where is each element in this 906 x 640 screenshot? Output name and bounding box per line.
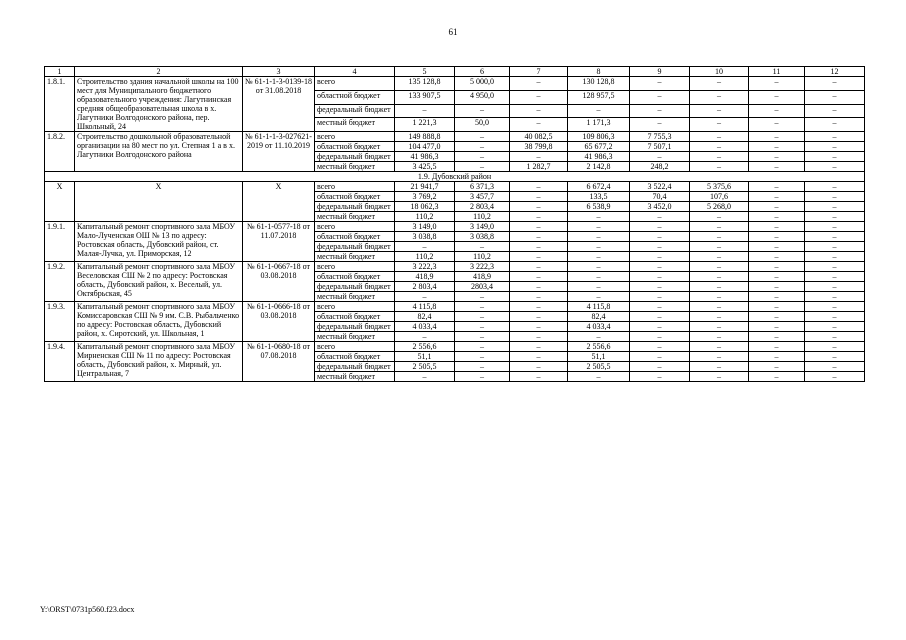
amount-cell: –: [749, 152, 805, 162]
amount-cell: 18 062,3: [395, 202, 455, 212]
funding-source: областной бюджет: [315, 352, 395, 362]
funding-source: федеральный бюджет: [315, 362, 395, 372]
amount-cell: –: [568, 272, 630, 282]
amount-cell: –: [805, 222, 865, 232]
amount-cell: –: [805, 322, 865, 332]
amount-cell: –: [690, 342, 749, 352]
amount-cell: 2803,4: [455, 282, 510, 292]
amount-cell: 41 986,3: [395, 152, 455, 162]
funding-source: федеральный бюджет: [315, 282, 395, 292]
column-header: 11: [749, 67, 805, 77]
amount-cell: –: [690, 362, 749, 372]
amount-cell: –: [749, 192, 805, 202]
amount-cell: –: [749, 132, 805, 142]
expertise-number: № 61-1-0680-18 от 07.08.2018: [243, 342, 315, 382]
amount-cell: –: [510, 292, 568, 302]
item-code: 1.9.1.: [45, 222, 75, 262]
amount-cell: –: [510, 242, 568, 252]
amount-cell: –: [568, 104, 630, 118]
amount-cell: –: [749, 222, 805, 232]
amount-cell: 5 268,0: [690, 202, 749, 212]
amount-cell: –: [805, 272, 865, 282]
amount-cell: –: [690, 222, 749, 232]
item-code: 1.9.2.: [45, 262, 75, 302]
funding-source: областной бюджет: [315, 192, 395, 202]
amount-cell: –: [690, 292, 749, 302]
amount-cell: –: [510, 232, 568, 242]
amount-cell: –: [510, 202, 568, 212]
expertise-number: № 61-1-0666-18 от 03.08.2018: [243, 302, 315, 342]
amount-cell: –: [749, 104, 805, 118]
amount-cell: –: [805, 118, 865, 132]
amount-cell: –: [455, 332, 510, 342]
amount-cell: 1 171,3: [568, 118, 630, 132]
amount-cell: 82,4: [395, 312, 455, 322]
amount-cell: 2 556,6: [568, 342, 630, 352]
amount-cell: 41 986,3: [568, 152, 630, 162]
amount-cell: –: [690, 104, 749, 118]
object-name: Капитальный ремонт спортивного зала МБОУ Комиссаровская СШ № 9 им. С.В. Рыбальченко по адресу: Ростовская область, Дубовский район, х. Сиротский, ул. Школьная, 1: [75, 302, 243, 342]
amount-cell: 3 222,3: [395, 262, 455, 272]
amount-cell: –: [510, 212, 568, 222]
amount-cell: –: [455, 292, 510, 302]
funding-source: федеральный бюджет: [315, 202, 395, 212]
amount-cell: 4 950,0: [455, 90, 510, 104]
amount-cell: –: [749, 352, 805, 362]
amount-cell: 2 803,4: [455, 202, 510, 212]
amount-cell: –: [510, 222, 568, 232]
amount-cell: –: [749, 242, 805, 252]
amount-cell: –: [690, 132, 749, 142]
amount-cell: –: [749, 232, 805, 242]
amount-cell: –: [568, 292, 630, 302]
amount-cell: 3 522,4: [630, 182, 690, 192]
amount-cell: –: [510, 282, 568, 292]
amount-cell: –: [630, 90, 690, 104]
object-name: Строительство дошкольной образовательной организации на 80 мест по ул. Степная 1 а в х. Лагутники Волгодонского района: [75, 132, 243, 172]
amount-cell: 2 556,6: [395, 342, 455, 352]
amount-cell: –: [690, 372, 749, 382]
funding-source: федеральный бюджет: [315, 152, 395, 162]
funding-source: областной бюджет: [315, 272, 395, 282]
amount-cell: –: [510, 77, 568, 91]
amount-cell: –: [630, 77, 690, 91]
amount-cell: 109 806,3: [568, 132, 630, 142]
amount-cell: –: [690, 312, 749, 322]
column-header: 2: [75, 67, 243, 77]
amount-cell: –: [455, 362, 510, 372]
amount-cell: 3 149,0: [395, 222, 455, 232]
amount-cell: –: [510, 152, 568, 162]
amount-cell: –: [630, 312, 690, 322]
amount-cell: –: [630, 302, 690, 312]
amount-cell: 110,2: [455, 212, 510, 222]
amount-cell: –: [749, 342, 805, 352]
amount-cell: –: [510, 192, 568, 202]
funding-source: областной бюджет: [315, 142, 395, 152]
amount-cell: –: [510, 312, 568, 322]
amount-cell: –: [690, 232, 749, 242]
amount-cell: 2 803,4: [395, 282, 455, 292]
amount-cell: 51,1: [395, 352, 455, 362]
amount-cell: –: [749, 332, 805, 342]
amount-cell: –: [749, 202, 805, 212]
item-code: 1.9.3.: [45, 302, 75, 342]
amount-cell: –: [690, 77, 749, 91]
amount-cell: –: [749, 372, 805, 382]
funding-source: федеральный бюджет: [315, 242, 395, 252]
amount-cell: –: [805, 182, 865, 192]
funding-source: областной бюджет: [315, 232, 395, 242]
amount-cell: –: [749, 262, 805, 272]
amount-cell: –: [805, 282, 865, 292]
amount-cell: 135 128,8: [395, 77, 455, 91]
amount-cell: –: [805, 262, 865, 272]
amount-cell: –: [805, 152, 865, 162]
expertise-number: № 61-1-1-3-027621-2019 от 11.10.2019: [243, 132, 315, 172]
section-title: 1.9. Дубовский район: [45, 172, 865, 182]
amount-cell: 3 038,8: [455, 232, 510, 242]
amount-cell: 133 907,5: [395, 90, 455, 104]
amount-cell: 6 672,4: [568, 182, 630, 192]
amount-cell: 3 038,8: [395, 232, 455, 242]
funding-source: местный бюджет: [315, 252, 395, 262]
amount-cell: –: [510, 372, 568, 382]
amount-cell: 128 957,5: [568, 90, 630, 104]
amount-cell: –: [805, 212, 865, 222]
amount-cell: 418,9: [455, 272, 510, 282]
amount-cell: 107,6: [690, 192, 749, 202]
amount-cell: 5 000,0: [455, 77, 510, 91]
amount-cell: 130 128,8: [568, 77, 630, 91]
amount-cell: –: [510, 262, 568, 272]
amount-cell: –: [395, 104, 455, 118]
funding-source: всего: [315, 182, 395, 192]
amount-cell: 4 115,8: [568, 302, 630, 312]
header-row: [45, 67, 865, 77]
amount-cell: 7 755,3: [630, 132, 690, 142]
amount-cell: –: [455, 342, 510, 352]
amount-cell: –: [630, 342, 690, 352]
amount-cell: –: [455, 302, 510, 312]
amount-cell: –: [510, 322, 568, 332]
amount-cell: 3 222,3: [455, 262, 510, 272]
amount-cell: –: [805, 142, 865, 152]
amount-cell: –: [749, 292, 805, 302]
amount-cell: –: [510, 272, 568, 282]
amount-cell: –: [805, 372, 865, 382]
funding-source: всего: [315, 342, 395, 352]
amount-cell: 2 505,5: [568, 362, 630, 372]
amount-cell: –: [690, 272, 749, 282]
item-code: 1.9.4.: [45, 342, 75, 382]
amount-cell: –: [455, 152, 510, 162]
amount-cell: 82,4: [568, 312, 630, 322]
column-header: 3: [243, 67, 315, 77]
amount-cell: –: [630, 152, 690, 162]
expertise-number: № 61-1-1-3-0139-18 от 31.08.2018: [243, 77, 315, 132]
amount-cell: 104 477,0: [395, 142, 455, 152]
object-name: Капитальный ремонт спортивного зала МБОУ Веселовская СШ № 2 по адресу: Ростовская область, Дубовский район, х. Веселый, ул. Октябрьская, 45: [75, 262, 243, 302]
amount-cell: 110,2: [455, 252, 510, 262]
column-header: 5: [395, 67, 455, 77]
amount-cell: –: [749, 90, 805, 104]
amount-cell: –: [568, 332, 630, 342]
amount-cell: 3 425,5: [395, 162, 455, 172]
amount-cell: –: [690, 118, 749, 132]
amount-cell: –: [455, 142, 510, 152]
amount-cell: –: [805, 202, 865, 212]
column-header: 12: [805, 67, 865, 77]
file-path-footer: Y:\ORST\0731p560.f23.docx: [40, 605, 135, 614]
amount-cell: –: [749, 162, 805, 172]
funding-source: местный бюджет: [315, 372, 395, 382]
amount-cell: 248,2: [630, 162, 690, 172]
amount-cell: –: [749, 322, 805, 332]
amount-cell: –: [630, 282, 690, 292]
amount-cell: 40 082,5: [510, 132, 568, 142]
expertise-number: Х: [243, 182, 315, 222]
amount-cell: –: [630, 292, 690, 302]
amount-cell: –: [690, 302, 749, 312]
amount-cell: 418,9: [395, 272, 455, 282]
amount-cell: –: [455, 312, 510, 322]
amount-cell: –: [510, 252, 568, 262]
funding-source: всего: [315, 222, 395, 232]
amount-cell: –: [805, 90, 865, 104]
amount-cell: –: [455, 162, 510, 172]
funding-source: местный бюджет: [315, 292, 395, 302]
amount-cell: –: [510, 302, 568, 312]
table-row: [45, 132, 865, 142]
amount-cell: –: [568, 212, 630, 222]
amount-cell: 110,2: [395, 212, 455, 222]
amount-cell: –: [568, 252, 630, 262]
amount-cell: –: [690, 352, 749, 362]
amount-cell: –: [395, 292, 455, 302]
amount-cell: –: [690, 262, 749, 272]
page-number: 61: [448, 27, 458, 37]
amount-cell: –: [749, 118, 805, 132]
amount-cell: –: [690, 152, 749, 162]
amount-cell: –: [568, 242, 630, 252]
amount-cell: –: [568, 232, 630, 242]
amount-cell: –: [805, 362, 865, 372]
amount-cell: –: [455, 242, 510, 252]
funding-source: местный бюджет: [315, 162, 395, 172]
amount-cell: 1 282,7: [510, 162, 568, 172]
amount-cell: 4 033,4: [395, 322, 455, 332]
funding-source: местный бюджет: [315, 118, 395, 132]
expertise-number: № 61-1-0667-18 от 03.08.2018: [243, 262, 315, 302]
amount-cell: –: [805, 232, 865, 242]
amount-cell: 3 149,0: [455, 222, 510, 232]
amount-cell: –: [395, 372, 455, 382]
amount-cell: –: [510, 118, 568, 132]
column-header: 7: [510, 67, 568, 77]
amount-cell: –: [749, 312, 805, 322]
table-row: [45, 222, 865, 232]
amount-cell: –: [749, 142, 805, 152]
amount-cell: –: [690, 162, 749, 172]
item-code: 1.8.1.: [45, 77, 75, 132]
funding-source: всего: [315, 262, 395, 272]
amount-cell: –: [455, 372, 510, 382]
amount-cell: 3 457,7: [455, 192, 510, 202]
amount-cell: –: [805, 242, 865, 252]
object-name: Строительство здания начальной школы на 100 мест для Муниципального бюджетного образовательного учреждения: Лагутнинская средняя общеобразовательная школа в х. Лагутники Волгодонского района, пер. Школьный, 24: [75, 77, 243, 132]
table-row: [45, 302, 865, 312]
amount-cell: 65 677,2: [568, 142, 630, 152]
amount-cell: –: [395, 332, 455, 342]
amount-cell: 133,5: [568, 192, 630, 202]
amount-cell: 3 769,2: [395, 192, 455, 202]
amount-cell: 110,2: [395, 252, 455, 262]
amount-cell: –: [690, 212, 749, 222]
amount-cell: 51,1: [568, 352, 630, 362]
object-name: Х: [75, 182, 243, 222]
amount-cell: –: [805, 302, 865, 312]
amount-cell: –: [749, 182, 805, 192]
amount-cell: –: [630, 272, 690, 282]
amount-cell: –: [749, 272, 805, 282]
amount-cell: –: [805, 352, 865, 362]
amount-cell: –: [630, 212, 690, 222]
amount-cell: –: [805, 252, 865, 262]
table-row: [45, 77, 865, 91]
funding-source: федеральный бюджет: [315, 104, 395, 118]
amount-cell: –: [630, 352, 690, 362]
amount-cell: –: [630, 222, 690, 232]
amount-cell: –: [805, 332, 865, 342]
amount-cell: –: [455, 104, 510, 118]
amount-cell: –: [455, 352, 510, 362]
amount-cell: 4 115,8: [395, 302, 455, 312]
object-name: Капитальный ремонт спортивного зала МБОУ Мало-Лученская ОШ № 13 по адресу: Ростовская область, Дубовский район, ст. Малая-Лучка, ул. Приморская, 12: [75, 222, 243, 262]
table-body: [45, 67, 865, 382]
amount-cell: –: [805, 192, 865, 202]
amount-cell: –: [805, 292, 865, 302]
amount-cell: 1 221,3: [395, 118, 455, 132]
column-header: 6: [455, 67, 510, 77]
amount-cell: 7 507,1: [630, 142, 690, 152]
column-header: 10: [690, 67, 749, 77]
item-code: Х: [45, 182, 75, 222]
amount-cell: –: [805, 312, 865, 322]
amount-cell: 2 505,5: [395, 362, 455, 372]
column-header: 1: [45, 67, 75, 77]
object-name: Капитальный ремонт спортивного зала МБОУ Мирненская СШ № 11 по адресу: Ростовская область, Дубовский район, х. Мирный, ул. Центральная, 7: [75, 342, 243, 382]
amount-cell: –: [805, 77, 865, 91]
amount-cell: –: [749, 302, 805, 312]
amount-cell: –: [455, 322, 510, 332]
amount-cell: –: [749, 252, 805, 262]
funding-source: местный бюджет: [315, 332, 395, 342]
amount-cell: –: [630, 104, 690, 118]
funding-source: федеральный бюджет: [315, 322, 395, 332]
funding-source: всего: [315, 132, 395, 142]
amount-cell: –: [630, 332, 690, 342]
item-code: 1.8.2.: [45, 132, 75, 172]
amount-cell: –: [510, 104, 568, 118]
amount-cell: 6 371,3: [455, 182, 510, 192]
amount-cell: 70,4: [630, 192, 690, 202]
amount-cell: –: [510, 342, 568, 352]
column-header: 4: [315, 67, 395, 77]
amount-cell: –: [630, 372, 690, 382]
funding-source: областной бюджет: [315, 90, 395, 104]
amount-cell: –: [749, 212, 805, 222]
budget-table: [44, 66, 865, 382]
amount-cell: –: [630, 252, 690, 262]
amount-cell: –: [568, 372, 630, 382]
amount-cell: –: [455, 132, 510, 142]
table-row: [45, 262, 865, 272]
amount-cell: –: [395, 242, 455, 252]
amount-cell: –: [568, 262, 630, 272]
amount-cell: –: [690, 282, 749, 292]
amount-cell: –: [568, 282, 630, 292]
amount-cell: –: [630, 232, 690, 242]
amount-cell: –: [510, 352, 568, 362]
amount-cell: –: [805, 104, 865, 118]
amount-cell: –: [690, 332, 749, 342]
amount-cell: –: [805, 132, 865, 142]
amount-cell: –: [749, 362, 805, 372]
amount-cell: –: [749, 282, 805, 292]
funding-source: всего: [315, 77, 395, 91]
amount-cell: –: [630, 322, 690, 332]
amount-cell: –: [630, 262, 690, 272]
amount-cell: –: [510, 90, 568, 104]
amount-cell: 149 888,8: [395, 132, 455, 142]
amount-cell: –: [630, 362, 690, 372]
amount-cell: –: [510, 182, 568, 192]
amount-cell: 21 941,7: [395, 182, 455, 192]
amount-cell: 4 033,4: [568, 322, 630, 332]
amount-cell: –: [690, 322, 749, 332]
amount-cell: –: [510, 332, 568, 342]
amount-cell: 2 142,8: [568, 162, 630, 172]
column-header: 8: [568, 67, 630, 77]
funding-source: областной бюджет: [315, 312, 395, 322]
amount-cell: 5 375,6: [690, 182, 749, 192]
amount-cell: –: [690, 90, 749, 104]
amount-cell: –: [690, 252, 749, 262]
table-row: [45, 182, 865, 192]
column-header: 9: [630, 67, 690, 77]
table-row: [45, 342, 865, 352]
expertise-number: № 61-1-0577-18 от 11.07.2018: [243, 222, 315, 262]
funding-source: всего: [315, 302, 395, 312]
amount-cell: 3 452,0: [630, 202, 690, 212]
amount-cell: –: [630, 242, 690, 252]
amount-cell: –: [690, 242, 749, 252]
amount-cell: –: [568, 222, 630, 232]
amount-cell: –: [805, 162, 865, 172]
amount-cell: –: [690, 142, 749, 152]
amount-cell: –: [630, 118, 690, 132]
section-row: [45, 172, 865, 182]
amount-cell: –: [805, 342, 865, 352]
amount-cell: 6 538,9: [568, 202, 630, 212]
amount-cell: –: [510, 362, 568, 372]
amount-cell: –: [749, 77, 805, 91]
amount-cell: 38 799,8: [510, 142, 568, 152]
funding-source: местный бюджет: [315, 212, 395, 222]
amount-cell: 50,0: [455, 118, 510, 132]
